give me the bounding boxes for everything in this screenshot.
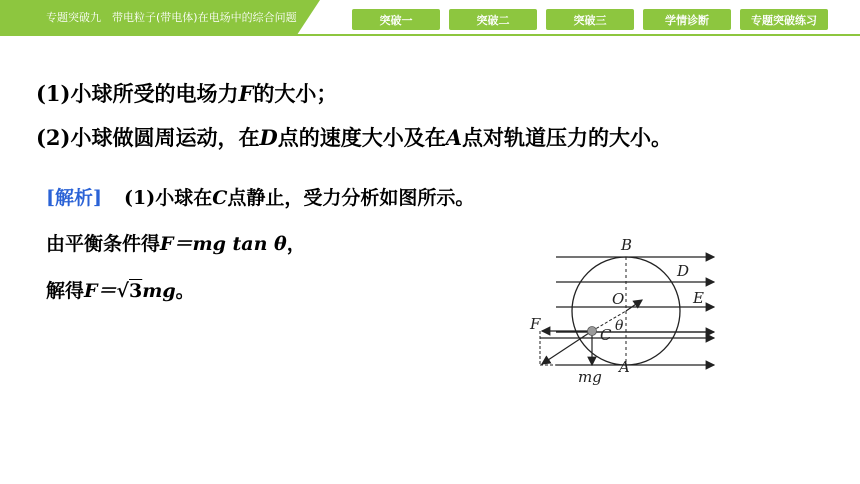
nav-tab-breakthrough-3[interactable]: 突破三 (546, 9, 634, 30)
solution-3-equation-lhs: F＝ (84, 280, 117, 302)
label-b: B (621, 236, 633, 254)
solution-2-text-end: ， (286, 233, 306, 255)
label-d: D (677, 262, 690, 280)
solution-1-variable: C (212, 187, 228, 209)
question-2-text-end: 点对轨道压力的大小。 (462, 125, 672, 150)
question-1-number: (1) (36, 81, 71, 106)
solution-line-2 (46, 229, 306, 256)
label-theta: θ (615, 318, 624, 334)
question-2 (36, 122, 672, 152)
label-c: C (600, 326, 612, 344)
label-o: O (612, 290, 625, 308)
label-e: E (693, 289, 704, 307)
question-1-variable: F (238, 81, 254, 106)
label-a: A (619, 358, 630, 376)
solution-3-text: 解得 (46, 280, 85, 302)
radius-arrow (626, 300, 642, 311)
solution-3-equation-rhs: mg (142, 280, 176, 302)
nav-tab-special-exercises[interactable]: 专题突破练习 (740, 9, 828, 30)
solution-3-text-end: 。 (175, 280, 195, 302)
sqrt-symbol: √ (116, 280, 130, 302)
header-divider (0, 34, 860, 36)
ball (588, 327, 597, 336)
solution-line-1 (46, 183, 474, 210)
solution-line-3 (46, 276, 195, 303)
nav-tab-breakthrough-1[interactable]: 突破一 (352, 9, 440, 30)
label-f: F (530, 315, 541, 333)
question-2-text: 小球做圆周运动，在 (70, 125, 260, 150)
solution-1-text-end: 点静止，受力分析如图所示。 (227, 187, 475, 209)
question-2-variable-d: D (259, 125, 278, 150)
breadcrumb: 专题突破九 带电粒子(带电体)在电场中的综合问题 (46, 11, 297, 24)
question-2-number: (2) (36, 125, 71, 150)
resultant-arrow (542, 331, 592, 364)
force-diagram (520, 230, 730, 390)
solution-1-number: (1) (123, 187, 156, 209)
sqrt-argument: 3 (129, 280, 143, 302)
question-1-text-end: 的大小； (253, 81, 338, 106)
solution-2-equation: F＝mg tan θ (160, 233, 287, 255)
question-1 (36, 78, 337, 108)
analysis-tag: [解析] (46, 187, 102, 209)
solution-2-text: 由平衡条件得 (46, 233, 161, 255)
nav-tab-learning-diagnosis[interactable]: 学情诊断 (643, 9, 731, 30)
solution-1-text: 小球在 (155, 187, 213, 209)
question-2-variable-a: A (445, 125, 462, 150)
question-1-text: 小球所受的电场力 (70, 81, 239, 106)
label-mg: mg (578, 368, 602, 386)
question-2-text-mid: 点的速度大小及在 (277, 125, 446, 150)
nav-tab-breakthrough-2[interactable]: 突破二 (449, 9, 537, 30)
top-header (0, 0, 860, 36)
